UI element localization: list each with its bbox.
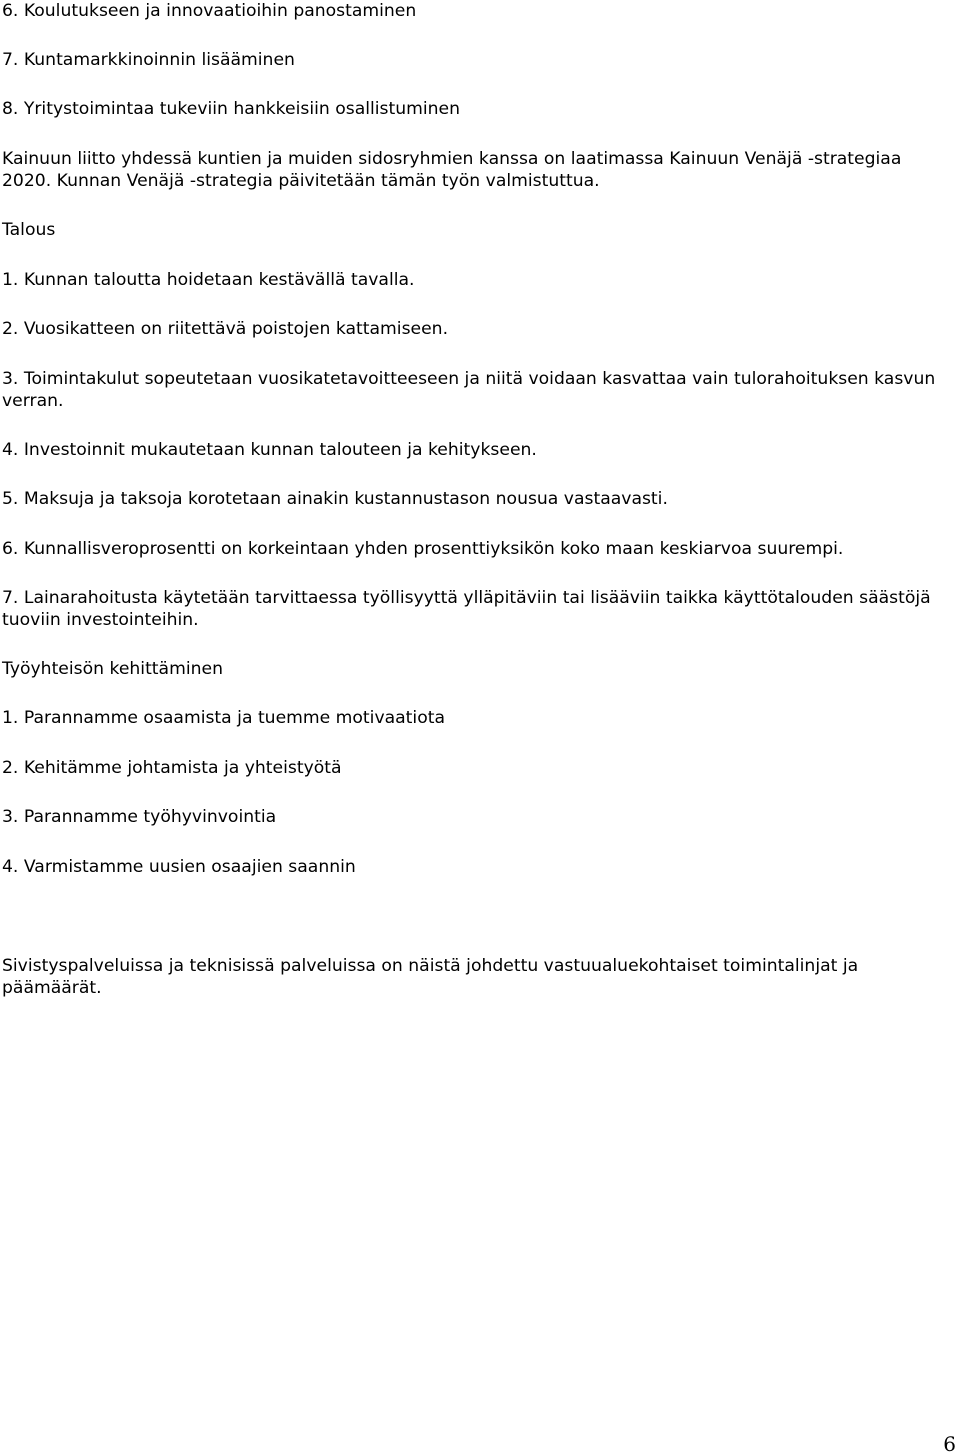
paragraph-toimintalinjat: Sivistyspalveluissa ja teknisissä palveluissa on näistä johdettu vastuualuekohtaiset toimintalinjat ja päämäärät. bbox=[2, 956, 859, 998]
paragraph-venaja-strategia: Kainuun liitto yhdessä kuntien ja muiden sidosryhmien kanssa on laatimassa Kainuun Venäjä -strategiaa 2020. Kunnan Venäjä -strategia päivitetään tämän työn valmistuttua. bbox=[2, 149, 902, 191]
list-item-talous-1: 1. Kunnan taloutta hoidetaan kestävällä tavalla. bbox=[2, 270, 415, 290]
list-item-yritystoiminta: 8. Yritystoimintaa tukeviin hankkeisiin osallistuminen bbox=[2, 99, 461, 119]
list-item-tyoyhteiso-3: 3. Parannamme työhyvinvointia bbox=[2, 807, 277, 827]
list-item-tyoyhteiso-1: 1. Parannamme osaamista ja tuemme motivaatiota bbox=[2, 708, 445, 728]
list-item-talous-5: 5. Maksuja ja taksoja korotetaan ainakin kustannustason nousua vastaavasti. bbox=[2, 489, 668, 509]
list-item-talous-4: 4. Investoinnit mukautetaan kunnan talouteen ja kehitykseen. bbox=[2, 440, 537, 460]
list-item-talous-2: 2. Vuosikatteen on riitettävä poistojen kattamiseen. bbox=[2, 319, 449, 339]
list-item-kuntamarkkinointi: 7. Kuntamarkkinoinnin lisääminen bbox=[2, 50, 295, 70]
section-heading-talous: Talous bbox=[2, 220, 56, 240]
list-item-koulutus: 6. Koulutukseen ja innovaatioihin panostaminen bbox=[2, 1, 417, 21]
page-number: 6 bbox=[943, 1432, 956, 1456]
list-item-tyoyhteiso-4: 4. Varmistamme uusien osaajien saannin bbox=[2, 857, 356, 877]
list-item-talous-3: 3. Toimintakulut sopeutetaan vuosikatetavoitteeseen ja niitä voidaan kasvattaa vain tulorahoituksen kasvun verran. bbox=[2, 369, 936, 411]
list-item-talous-6: 6. Kunnallisveroprosentti on korkeintaan yhden prosenttiyksikön koko maan keskiarvoa suurempi. bbox=[2, 539, 844, 559]
section-heading-tyoyhteiso: Työyhteisön kehittäminen bbox=[2, 659, 223, 679]
list-item-talous-7: 7. Lainarahoitusta käytetään tarvittaessa työllisyyttä ylläpitäviin tai lisääviin taikka käyttötalouden säästöjä tuoviin investointeihin. bbox=[2, 588, 931, 630]
list-item-tyoyhteiso-2: 2. Kehitämme johtamista ja yhteistyötä bbox=[2, 758, 342, 778]
